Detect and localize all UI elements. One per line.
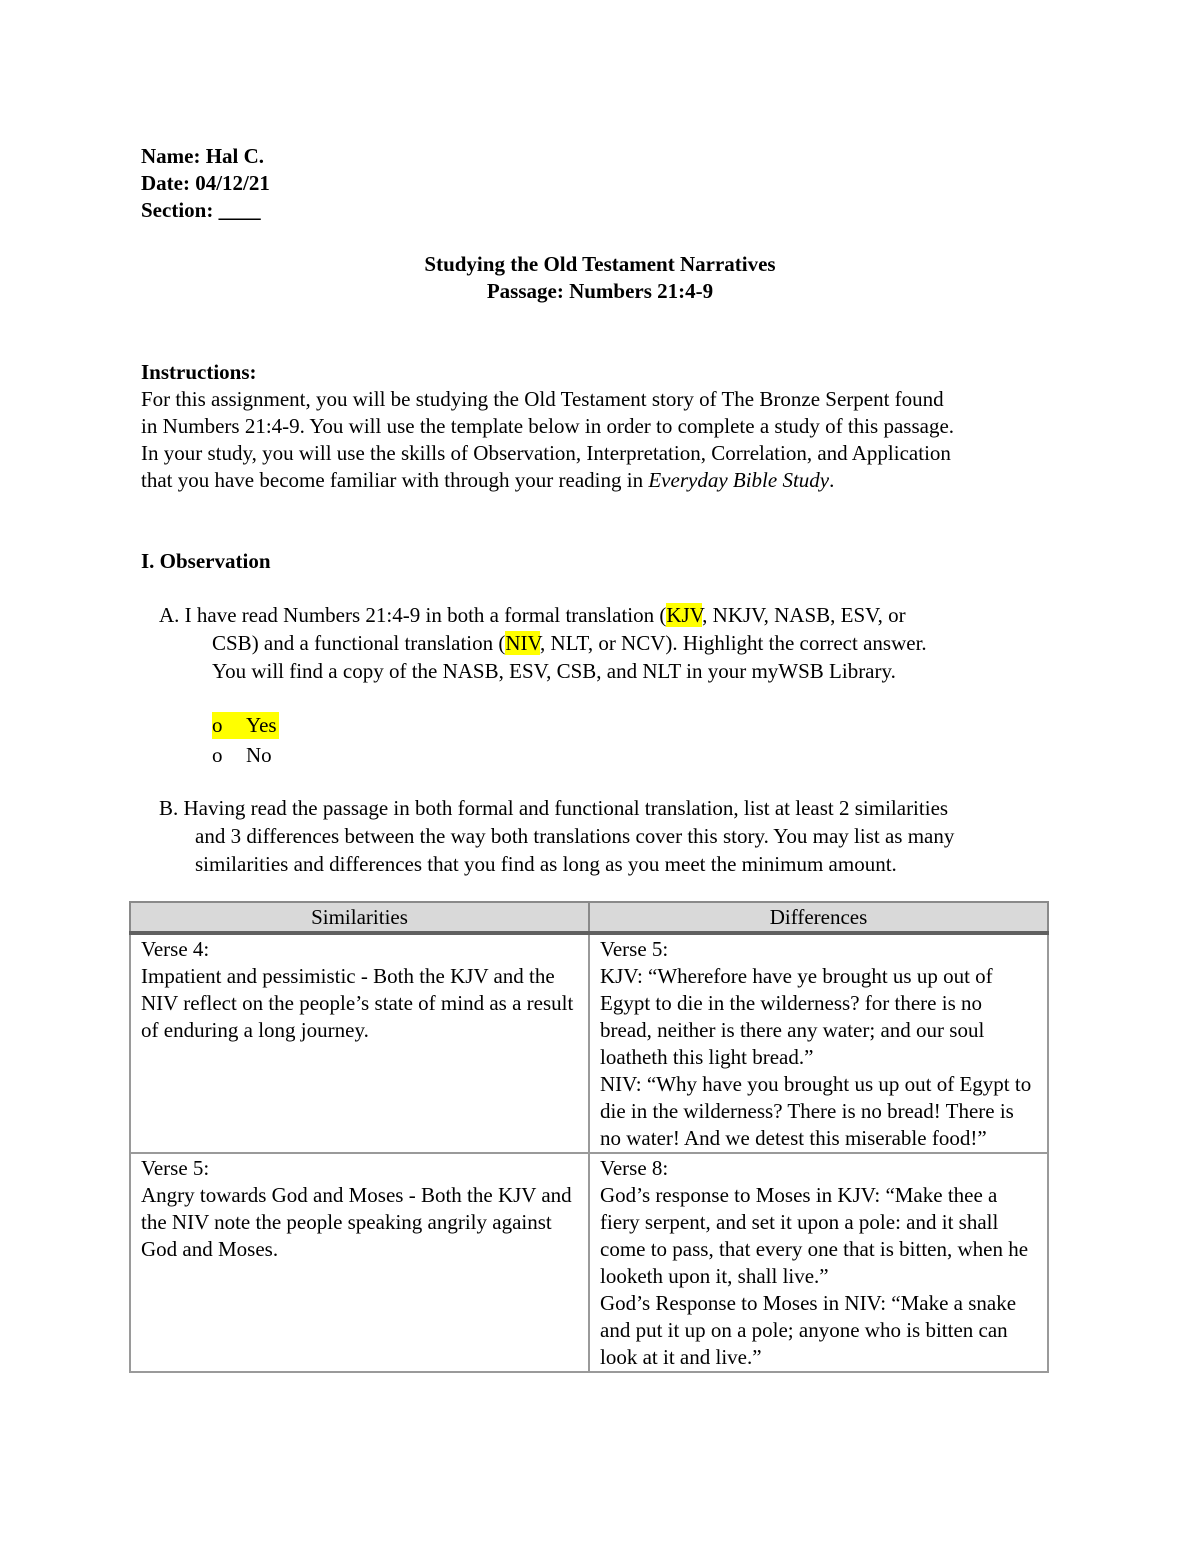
verse-label: Verse 5:: [141, 1156, 210, 1180]
instructions-text-main: For this assignment, you will be studying the Old Testament story of The Bronze Serpent found in Numbers 21:4-9. You will use the template below in order to complete a study of this passage. In your study, you will use the skills of Observation, Interpretation, Correlation, and Application that you have become familiar with through your reading in: [141, 387, 955, 492]
header-differences: Differences: [589, 902, 1048, 933]
question-b-line-3: similarities and differences that you find as long as you meet the minimum amount.: [195, 852, 897, 876]
similarity-text: Impatient and pessimistic - Both the KJV and the NIV reflect on the people’s state of mind as a result of enduring a long journey.: [141, 964, 574, 1042]
header-similarities: Similarities: [130, 902, 589, 933]
question-a-line-2: [159, 630, 1059, 658]
question-a-line-3: You will find a copy of the NASB, ESV, CSB, and NLT in your myWSB Library.: [212, 659, 896, 683]
instructions-text: [141, 386, 1071, 494]
option-no[interactable]: [212, 740, 279, 770]
question-a-text: , NKJV, NASB, ESV, or: [702, 603, 906, 627]
difference-cell: [589, 1153, 1048, 1372]
assignment-date: Date: 04/12/21: [141, 171, 270, 195]
answer-options: [212, 710, 279, 770]
highlight-kjv: KJV: [666, 603, 703, 627]
question-a-text: A. I have read Numbers 21:4-9 in both a formal translation (: [159, 603, 667, 627]
similarity-cell: [130, 1153, 589, 1372]
document-titles: [0, 251, 1200, 305]
verse-label: Verse 4:: [141, 937, 210, 961]
similarity-text: Angry towards God and Moses - Both the KJV and the NIV note the people speaking angrily against God and Moses.: [141, 1183, 572, 1261]
option-bullet: o: [212, 742, 223, 767]
verse-label: Verse 8:: [600, 1156, 669, 1180]
table-header-row: [130, 902, 1048, 933]
niv-quote: NIV: “Why have you brought us up out of Egypt to die in the wilderness? There is no bread! There is no water! And we detest this miserable food!”: [600, 1072, 1032, 1150]
table-row: [130, 933, 1048, 1153]
highlight-niv: NIV: [505, 631, 540, 655]
book-title: Everyday Bible Study: [648, 468, 830, 492]
instructions-block: [141, 359, 1071, 494]
question-a: [159, 602, 1059, 686]
question-b-line-1: B. Having read the passage in both formal and functional translation, list at least 2 similarities: [159, 796, 949, 820]
table-row: [130, 1153, 1048, 1372]
instructions-heading: Instructions:: [141, 360, 257, 384]
section-field: Section: ____: [141, 198, 261, 222]
passage-title: Passage: Numbers 21:4-9: [486, 279, 714, 303]
question-a-text: CSB) and a functional translation (: [212, 631, 506, 655]
question-a-line-1: [159, 602, 1059, 630]
kjv-quote: God’s response to Moses in KJV: “Make thee a fiery serpent, and set it upon a pole: and it shall come to pass, that every one that is bitten, when he looketh upon it, shall live.”: [600, 1183, 1029, 1288]
option-yes-highlight: [212, 712, 279, 739]
document-title: Studying the Old Testament Narratives: [424, 252, 776, 276]
question-b-line-2: and 3 differences between the way both translations cover this story. You may list as many: [195, 824, 955, 848]
option-yes[interactable]: [212, 710, 279, 740]
student-name: Name: Hal C.: [141, 144, 265, 168]
option-bullet: o: [212, 712, 223, 737]
option-label: Yes: [246, 712, 277, 737]
observation-heading: I. Observation: [141, 549, 271, 573]
verse-label: Verse 5:: [600, 937, 669, 961]
similarity-cell: [130, 933, 589, 1153]
instructions-text-end: .: [829, 468, 835, 492]
option-label: No: [246, 742, 272, 767]
comparison-table: [129, 901, 1049, 1373]
question-a-text: , NLT, or NCV). Highlight the correct answer.: [539, 631, 927, 655]
question-b: [159, 795, 1079, 879]
student-header: [141, 143, 270, 224]
difference-cell: [589, 933, 1048, 1153]
kjv-quote: KJV: “Wherefore have ye brought us up out of Egypt to die in the wilderness? for there is no bread, neither is there any water; and our soul loatheth this light bread.”: [600, 964, 993, 1069]
niv-quote: God’s Response to Moses in NIV: “Make a snake and put it up on a pole; anyone who is bitten can look at it and live.”: [600, 1291, 1017, 1369]
